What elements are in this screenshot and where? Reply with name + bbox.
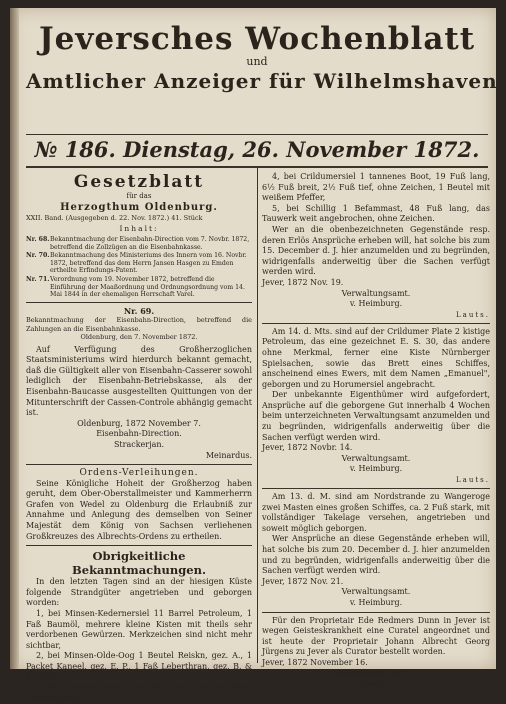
gesetzblatt-fuer: für das — [126, 192, 152, 200]
newspaper-title: Jeversches Wochenblatt — [38, 21, 476, 57]
toc-text: Bekanntmachung der Eisenbahn-Direction vom 7. Novbr. 1872, betreffend die Zollzügen an die Eisenbahnkasse. — [50, 236, 250, 251]
notice-signature: v. Heimburg. — [349, 464, 403, 474]
toc-item — [26, 276, 252, 299]
newspaper-page — [10, 8, 506, 703]
strandgut-item: 2, bei Minsen-Olde-Oog 1 Beutel Reiskn, gez. A., 1 Packet Kaneel, gez. E. P., 1 Faß Leberthran, gez. B. & K. 8438, — [26, 651, 252, 682]
notice-signature: v. Heimburg. — [349, 597, 403, 607]
toc-item — [26, 252, 252, 275]
strandgut-item: 4, bei Crildumersiel 1 tannenes Boot, 19 Fuß lang, 6½ Fuß breit, 2½ Fuß tief, ohne Zeichen, 1 Beutel mit weißem Pfeffer, — [262, 172, 490, 203]
gesetzblatt-band: XXII. Band. (Ausgegeben d. 22. Nov. 1872.) 41. Stück — [26, 214, 203, 222]
section-divider — [26, 545, 252, 546]
orden-text: Seine Königliche Hoheit der Großherzog haben geruht, dem Ober-Oberstallmeister und Kammerherrn Grafen von Wedel zu Oldenburg die Erlaubniß zur Annahme und Anlegung des demselben von Seiner Majestät dem König von Sachsen verliehenen Großkreuzes des Albrechts-Ordens zu ertheilen. — [26, 478, 252, 541]
notice-date: Jever, 1872 Nov. 21. — [262, 576, 344, 586]
notice-text: Wer Ansprüche an diese Gegenstände erheben will, hat solche bis zum 20. December d. J. hier anzumelden und zu begründen, widrigenfalls anderweitig über die Sachen verfügt werden wird. — [262, 534, 490, 576]
notice-date: Jever, 1872 November 16. — [262, 657, 368, 667]
strandgut-item: 3, bei Hooksiel eine Kiste mit Gewürzwaaren ohne Merkzeichen, — [26, 683, 252, 703]
notice-office: Amtsgericht, Abth. I. — [333, 668, 419, 678]
toc-number: Nr. 68. — [26, 236, 50, 243]
masthead-rule-top — [26, 134, 488, 135]
left-column — [26, 172, 252, 704]
obrigkeitliche-intro: In den letzten Tagen sind an der hiesigen Küste folgende Strandgüter angetrieben und geborgen worden: — [26, 577, 252, 608]
gesetzblatt-title: Gesetzblatt — [73, 172, 205, 192]
issue-line: № 186. Dienstag, 26. November 1872. — [34, 137, 480, 162]
notice-clerk: Lauts. — [456, 310, 490, 319]
section-divider — [262, 488, 490, 489]
toc-text: Bekanntmachung des Ministeriums des Innern vom 16. Novbr. 1872, betreffend das dem Herrn Jansen Hasgen zu Emden ertheilte Erfindungs-Patent. — [50, 252, 247, 275]
orden-heading: Ordens-Verleihungen. — [79, 468, 199, 479]
right-column — [262, 172, 490, 700]
gesetzblatt-body: Auf Verfügung des Großherzoglichen Staatsministeriums wird hierdurch bekannt gemacht, daß die Gültigkeit aller von Eisenbahn-Casserer sowohl lediglich der Eisenbahn-Betriebskasse, als der Eisenbahn-Baucasse ausgestellten Quittungen von der Mitunterschrift der Cassen-Controle abhängig gemacht ist. — [26, 344, 252, 418]
nr69-heading: Nr. 69. — [123, 305, 155, 316]
nr69-date: Oldenburg, den 7. November 1872. — [80, 333, 198, 342]
toc-number: Nr. 71. — [26, 275, 50, 283]
strandgut-item: 1, bei Minsen-Kedernersiel 11 Barrel Petroleum, 1 Faß Baumöl, mehrere kleine Kisten mit theils sehr verdorbenen Gewürzen. Merkzeichen sind nicht mehr sichtbar, — [26, 609, 252, 650]
obrigkeitliche-heading: Obrigkeitliche Bekanntmachungen. — [72, 549, 206, 578]
notice-office: Verwaltungsamt. — [341, 587, 411, 597]
toc-number: Nr. 70. — [26, 252, 50, 260]
sign-date: Oldenburg, 1872 November 7. — [77, 418, 201, 428]
notice-office: Verwaltungsamt. — [341, 288, 411, 298]
notice-clerk: Lauts. — [456, 476, 490, 485]
section-divider — [26, 302, 252, 303]
section-divider — [262, 612, 490, 613]
page-spine-shadow — [10, 8, 19, 669]
notice-signature: Deiter. — [362, 679, 390, 689]
notice-date: Jever, 1872 Nov. 19. — [262, 277, 344, 287]
sign-name: Strackerjan. — [113, 439, 165, 449]
notice-text: Wer an die obenbezeichneten Gegenstände resp. deren Erlös Ansprüche erheben will, hat solche bis zum 15. December d. J. hier anzumelden und zu begründen, widrigenfalls anderweitig über die Sachen verfügt werden wird. — [262, 224, 490, 277]
column-divider — [257, 168, 258, 663]
notice-date: Jever, 1872 Novbr. 14. — [262, 443, 353, 453]
notice-office: Verwaltungsamt. — [341, 453, 411, 463]
notice-text: Der unbekannte Eigenthümer wird aufgefordert, Ansprüche auf die geborgene Gut innerhalb 4 Wochen beim unterzeichneten Verwaltungsamt anzumelden und zu begründen, widrigenfalls anderweitig über die Sachen verfügt werden wird. — [262, 390, 490, 442]
notice-clerk: Aldrick. — [446, 690, 490, 699]
toc-item — [26, 236, 252, 251]
toc-text: Verordnung vom 19. November 1872, betreffend die Einführung der Maaßordnung und Ordnungsordnung vom 14. Mai 1844 in der ehemaligen Herrschaft Varel. — [50, 275, 245, 299]
sign-clerk: Meinardus. — [205, 450, 252, 460]
section-divider — [26, 464, 252, 465]
nr69-text: Bekanntmachung der Eisenbahn-Direction, betreffend die Zahlungen an die Eisenbahnkasse. — [26, 316, 252, 333]
section-divider — [262, 323, 490, 324]
gesetzblatt-inhalt: Inhalt: — [119, 224, 159, 234]
strandgut-item: 5, bei Schillig 1 Befammast, 48 Fuß lang, das Tauwerk weit angebrochen, ohne Zeichen. — [262, 203, 490, 224]
notice-text: Am 14. d. Mts. sind auf der Crildumer Plate 2 kistige Petroleum, das eine gezeichnet E. S. 30, das andere ohne Merkmal, ferner eine Kiste Nürnberger Spielsachen, sowie das Brett eines Schiffes, anscheinend eines Ewers, mit dem Namen „Emanuel", geborgen und zu Horumersiel angebracht. — [262, 326, 490, 389]
gesetzblatt-region: Herzogthum Oldenburg. — [60, 202, 218, 213]
masthead — [26, 21, 506, 94]
sign-office: Eisenbahn-Direction. — [96, 429, 182, 439]
title-und: und — [246, 55, 268, 68]
notice-text: Für den Proprietair Ede Redmers Dunn in Jever ist wegen Geisteskrankheit eine Curatel angeordnet und ist heute der Proprietair Johann Albrecht Georg Jürgens zu Jever als Curator bestellt worden. — [262, 615, 490, 657]
notice-text: Am 13. d. M. sind am Nordstrande zu Wangeroge zwei Masten eines großen Schiffes, ca. 2 Fuß stark, mit vollständiger Takelage versehen, angetrieben und soweit möglich geborgen. — [262, 492, 490, 533]
newspaper-subtitle: Amtlicher Anzeiger für Wilhelmshaven. — [26, 69, 506, 93]
notice-signature: v. Heimburg. — [349, 299, 403, 309]
